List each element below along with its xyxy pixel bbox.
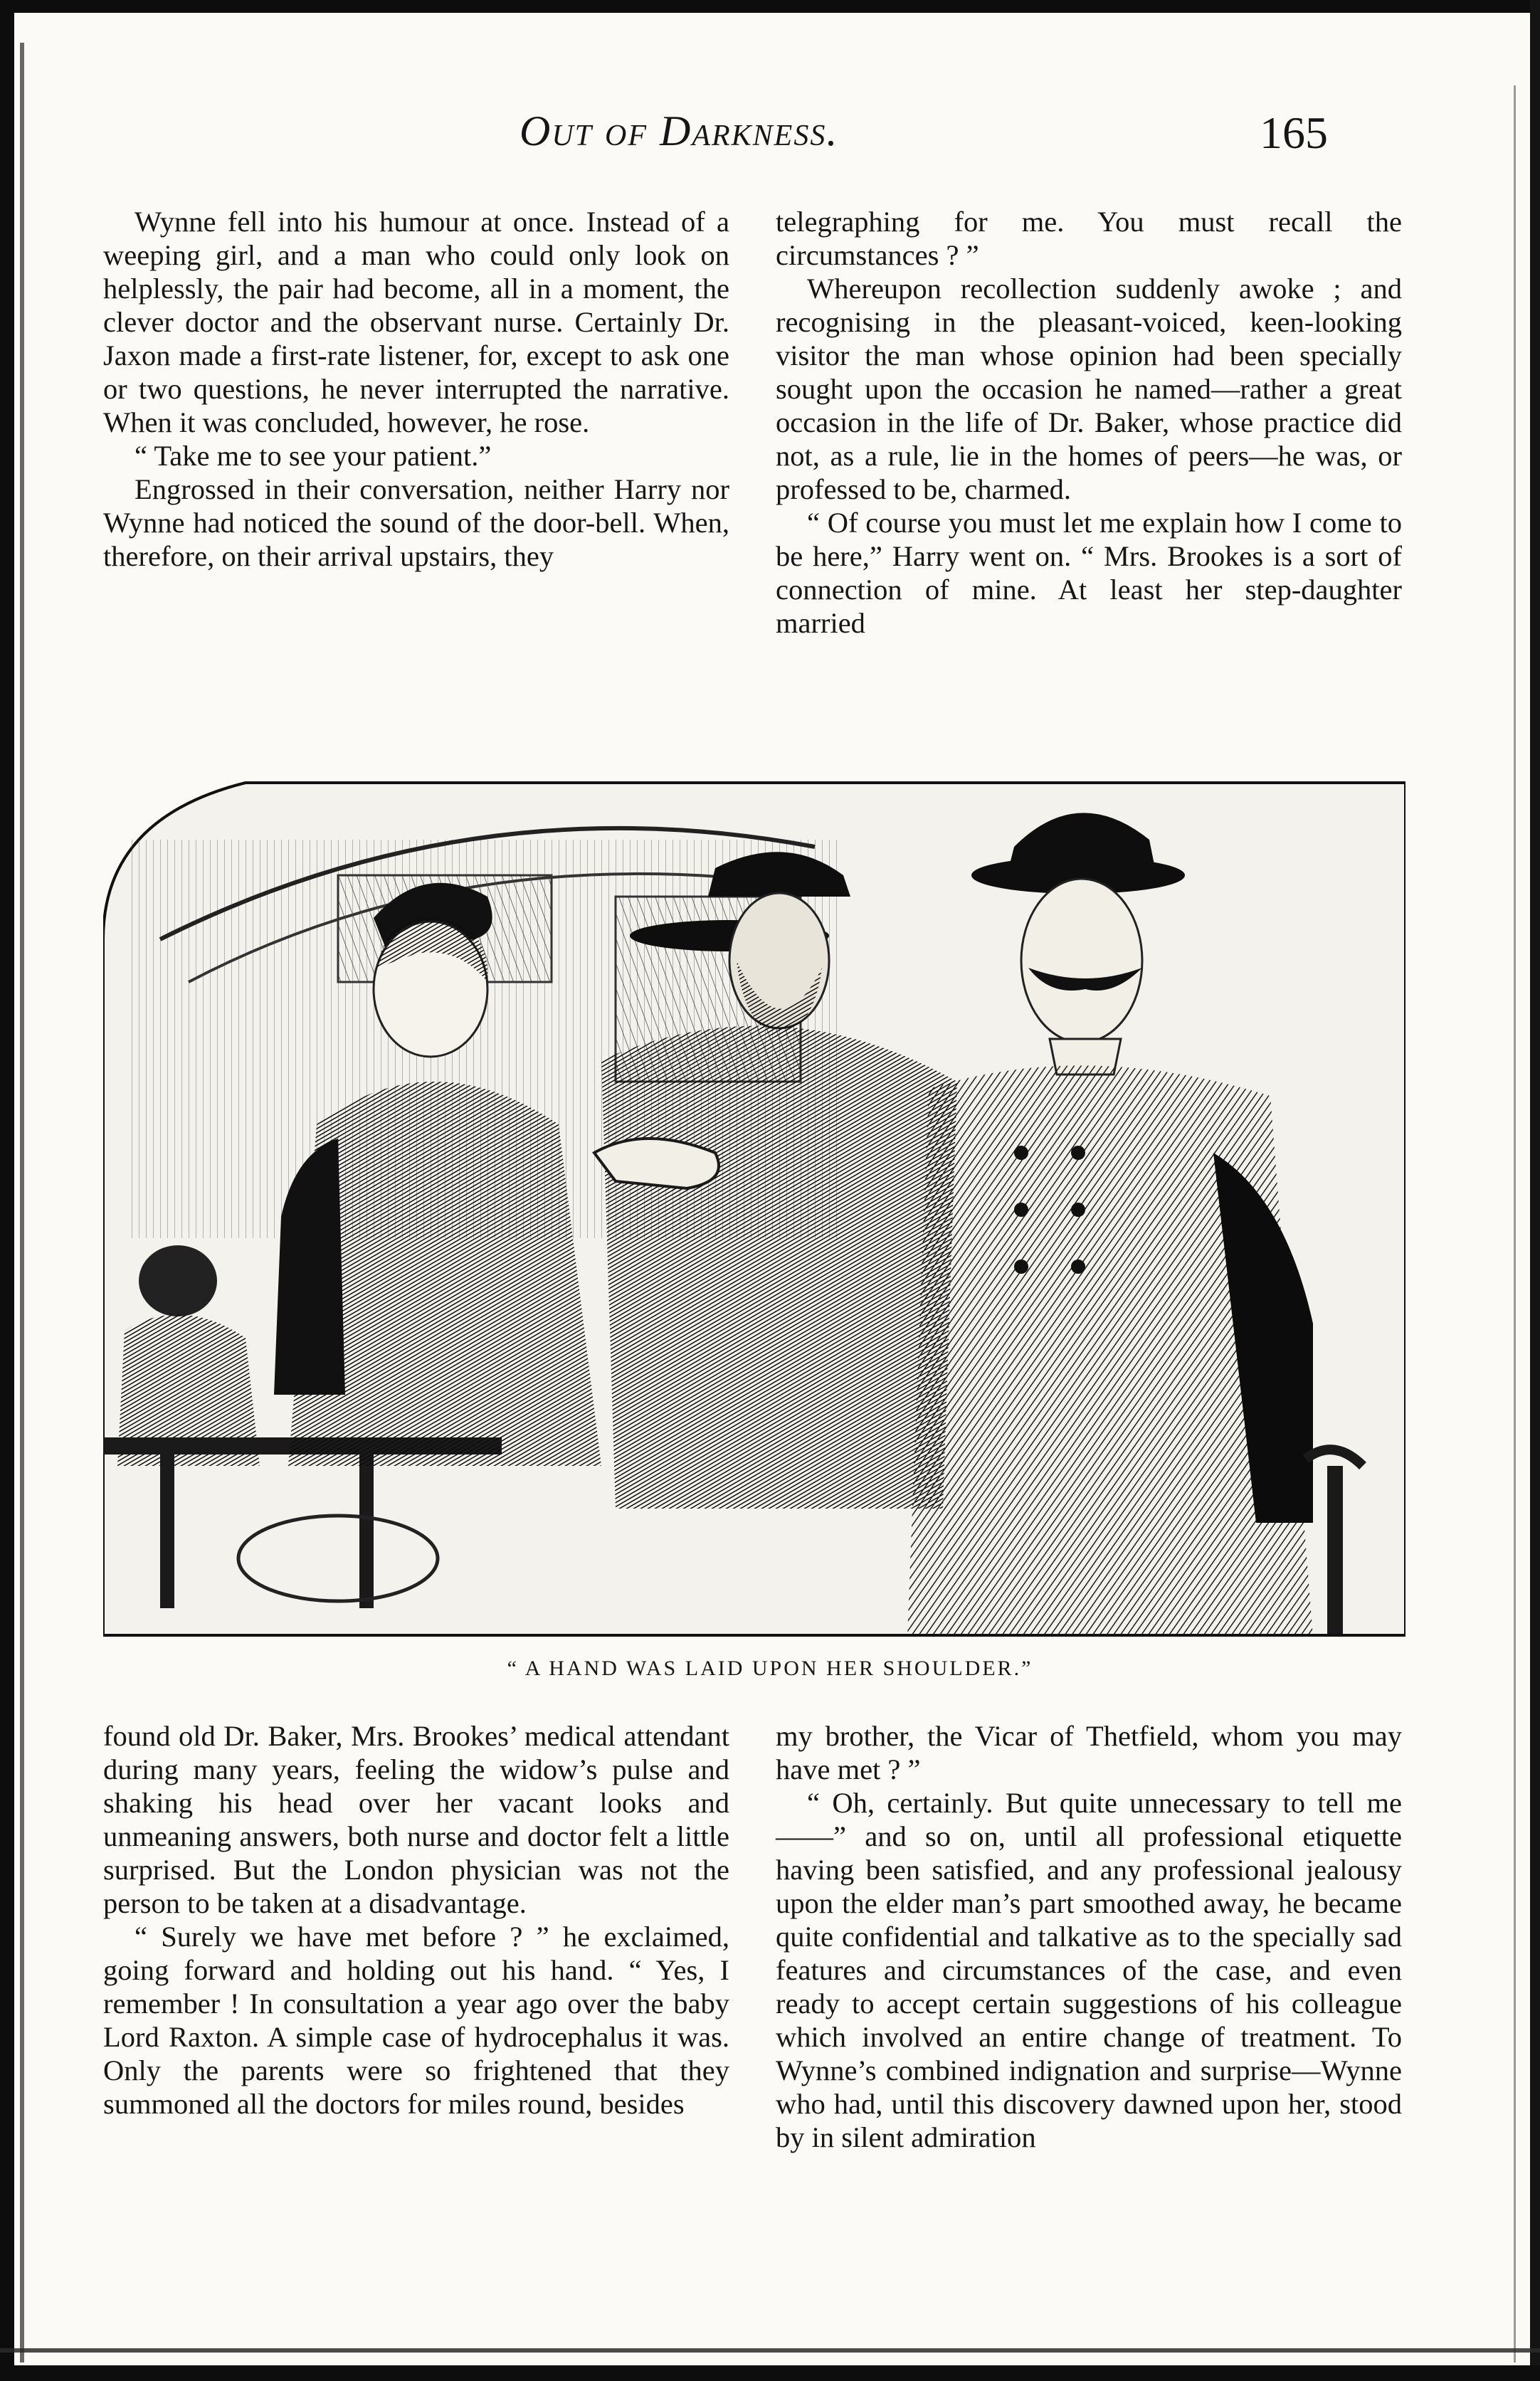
scan-border-right-inner — [1514, 85, 1516, 2362]
scan-border-left — [0, 0, 14, 2381]
paragraph: “ Oh, certainly. But quite unnecessary to tell me——” and so on, until all professional etiquette having been satisfied, and any professional jealousy upon the elder man’s part smoothed away, he became quite confidential and talkative as to the specially sad features and circumstances of the case, and even ready to accept certain suggestions of his colleague which involved an entire change of treatment. To Wynne’s combined indignation and surprise—Wynne who had, until this discovery dawned upon her, stood by in silent admiration — [776, 1787, 1402, 2153]
illustration-caption: “ A HAND WAS LAID UPON HER SHOULDER.” — [507, 1657, 1033, 1680]
engraving-illustration — [103, 754, 1405, 1637]
column-bottom-left — [103, 1719, 729, 2121]
scan-border-right — [1530, 0, 1540, 2381]
paragraph: Wynne fell into his humour at once. Instead of a weeping girl, and a man who could only look on helplessly, the pair had become, all in a moment, the clever doctor and the observant nurse. Certainly Dr. Jaxon made a first-rate listener, for, except to ask one or two questions, he never interrupted the narrative. When it was concluded, however, he rose. — [103, 206, 729, 438]
column-top-left — [103, 205, 729, 573]
paragraph: telegraphing for me. You must recall the circumstances ? ” — [776, 206, 1402, 271]
scan-border-bottom — [0, 2365, 1540, 2381]
column-bottom-right — [776, 1719, 1402, 2154]
running-title: Out of Darkness. — [520, 107, 839, 154]
paragraph: found old Dr. Baker, Mrs. Brookes’ medical attendant during many years, feeling the widow’s pulse and shaking his head over her vacant looks and unmeaning answers, both nurse and doctor felt a little surprised. But the London physician was not the person to be taken at a disadvantage. — [103, 1720, 729, 1919]
scan-border-left-inner — [20, 43, 24, 2362]
scan-border-bottom-inner — [0, 2348, 1540, 2353]
paragraph: Engrossed in their conversation, neither Harry nor Wynne had noticed the sound of the door-bell. When, therefore, on their arrival upstairs, they — [103, 473, 729, 572]
column-top-right — [776, 205, 1402, 640]
paragraph: “ Surely we have met before ? ” he exclaimed, going forward and holding out his hand. “ Yes, I remember ! In consultation a year ago over the baby Lord Raxton. A simple case of hydrocephalus it was. Only the parents were so frightened that they summoned all the doctors for miles round, besides — [103, 1921, 729, 2120]
paragraph: “ Take me to see your patient.” — [135, 440, 492, 472]
paragraph: my brother, the Vicar of Thetfield, whom you may have met ? ” — [776, 1720, 1402, 1785]
paragraph: Whereupon recollection suddenly awoke ; and recognising in the pleasant-voiced, keen-looking visitor the man whose opinion had been specially sought upon the occasion he named—rather a great occasion in the life of Dr. Baker, whose practice did not, as a rule, lie in the homes of peers—he was, or professed to be, charmed. — [776, 273, 1402, 505]
page-number: 165 — [1260, 107, 1328, 158]
paragraph: “ Of course you must let me explain how I come to be here,” Harry went on. “ Mrs. Brookes is a sort of connection of mine. At least her step-daughter married — [776, 507, 1402, 639]
scan-border-top — [0, 0, 1540, 13]
